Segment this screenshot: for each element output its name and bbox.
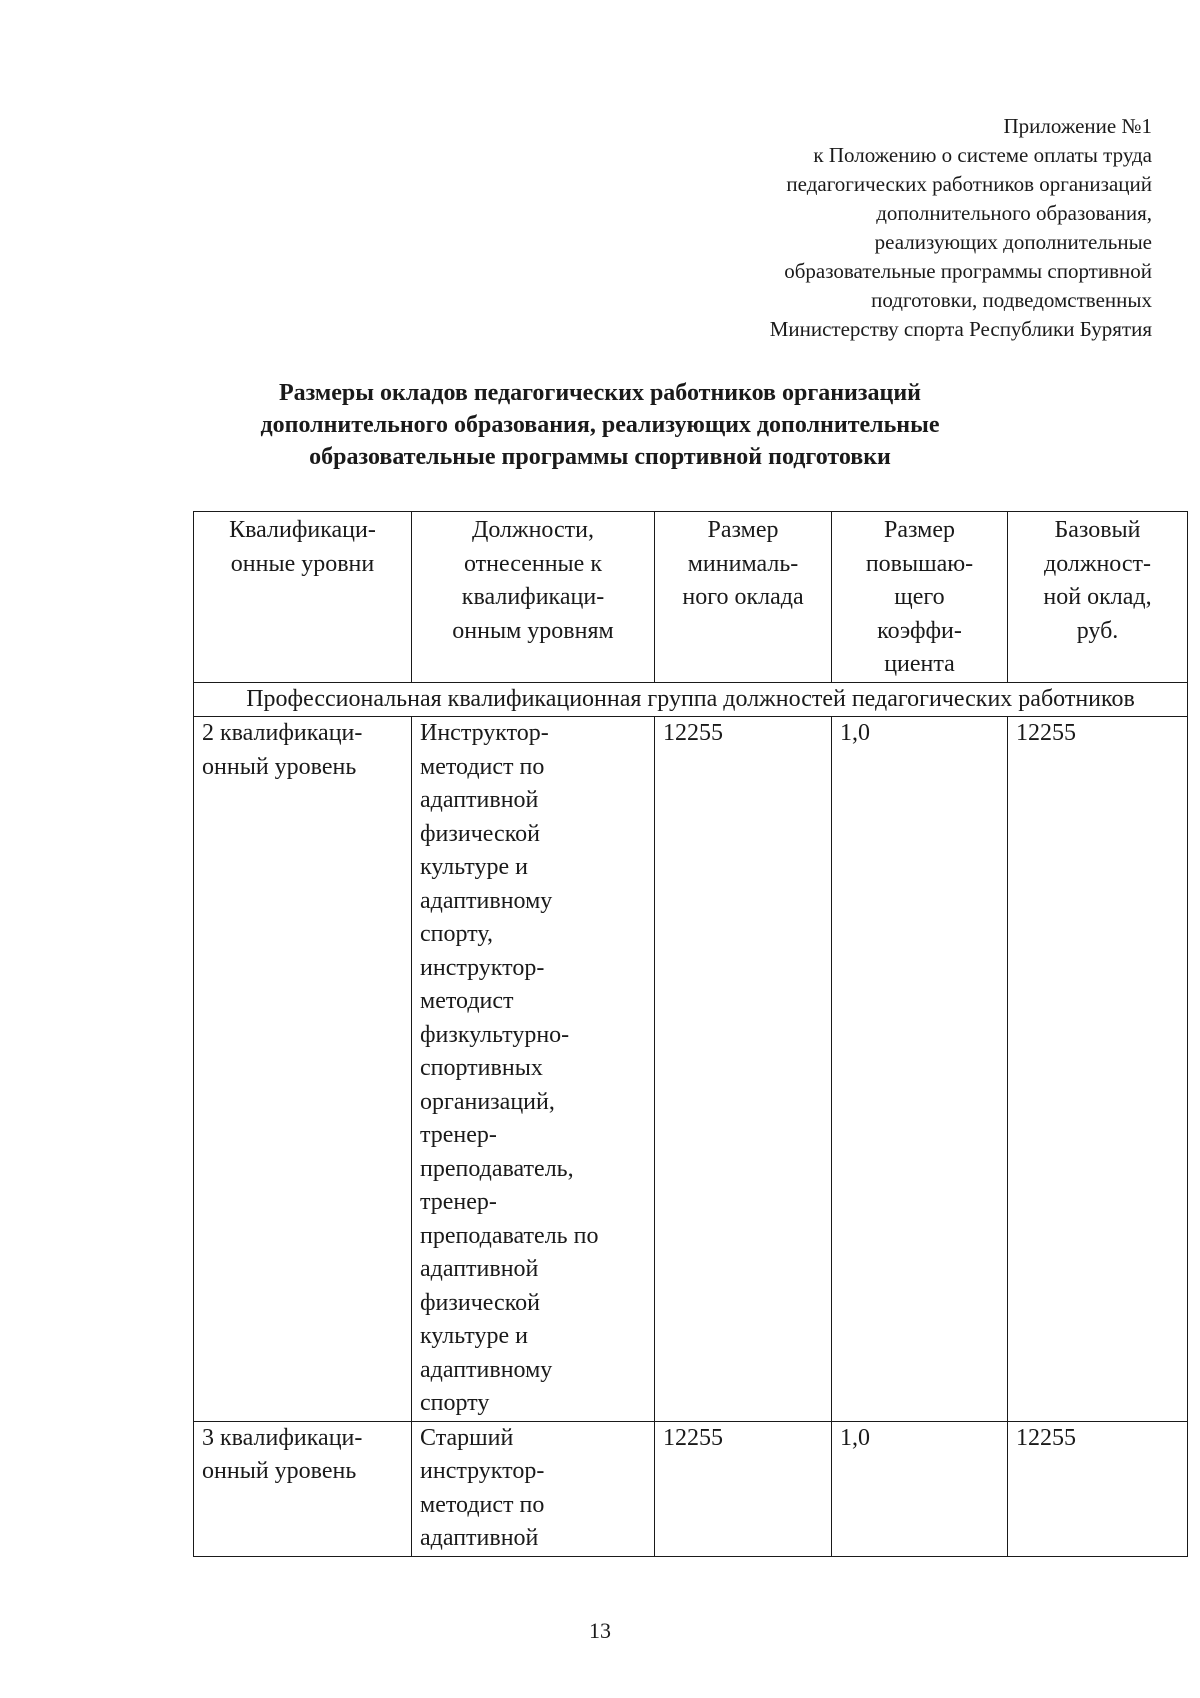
group-row bbox=[194, 682, 1188, 717]
appendix-line: педагогических работников организаций bbox=[786, 172, 1152, 196]
base-salary-cell: 12255 bbox=[1008, 1421, 1188, 1556]
appendix-line: Приложение №1 bbox=[1003, 114, 1152, 138]
document-title bbox=[190, 377, 1010, 473]
min-salary-cell: 12255 bbox=[655, 1421, 832, 1556]
positions-cell: Старший инструктор- методист по адаптивной bbox=[412, 1421, 655, 1556]
table-row bbox=[194, 717, 1188, 1422]
appendix-line: дополнительного образования, bbox=[876, 201, 1152, 225]
appendix-line: Министерству спорта Республики Бурятия bbox=[769, 317, 1152, 341]
appendix-line: реализующих дополнительные bbox=[874, 230, 1152, 254]
group-title: Профессиональная квалификационная группа должностей педагогических работников bbox=[194, 682, 1188, 717]
table-header-row bbox=[194, 512, 1188, 683]
base-salary-cell: 12255 bbox=[1008, 717, 1188, 1422]
salary-table bbox=[193, 511, 1188, 1557]
header-base-salary: Базовый должност- ной оклад, руб. bbox=[1008, 512, 1188, 683]
appendix-line: образовательные программы спортивной bbox=[784, 259, 1152, 283]
header-positions: Должности, отнесенные к квалификаци- онным уровням bbox=[412, 512, 655, 683]
qualification-level-cell: 3 квалификаци- онный уровень bbox=[194, 1421, 412, 1556]
appendix-header bbox=[632, 112, 1152, 344]
title-line: Размеры окладов педагогических работников организаций bbox=[278, 380, 922, 406]
appendix-line: к Положению о системе оплаты труда bbox=[813, 143, 1152, 167]
coefficient-cell: 1,0 bbox=[832, 717, 1008, 1422]
appendix-line: подготовки, подведомственных bbox=[871, 288, 1152, 312]
header-min-salary: Размер минималь- ного оклада bbox=[655, 512, 832, 683]
min-salary-cell: 12255 bbox=[655, 717, 832, 1422]
title-line: образовательные программы спортивной подготовки bbox=[309, 444, 891, 470]
page-number: 13 bbox=[589, 1618, 611, 1643]
positions-cell: Инструктор- методист по адаптивной физической культуре и адаптивному спорту, инструктор- методист физкультурно- спортивных организаций, тренер- преподаватель, тренер- преподаватель по адаптивной физической культуре и адаптивному спорту bbox=[412, 717, 655, 1422]
qualification-level-cell: 2 квалификаци- онный уровень bbox=[194, 717, 412, 1422]
table-row bbox=[194, 1421, 1188, 1556]
coefficient-cell: 1,0 bbox=[832, 1421, 1008, 1556]
title-line: дополнительного образования, реализующих дополнительные bbox=[260, 412, 940, 438]
header-qualification-level: Квалификаци- онные уровни bbox=[194, 512, 412, 683]
header-coefficient: Размер повышаю- щего коэффи- циента bbox=[832, 512, 1008, 683]
